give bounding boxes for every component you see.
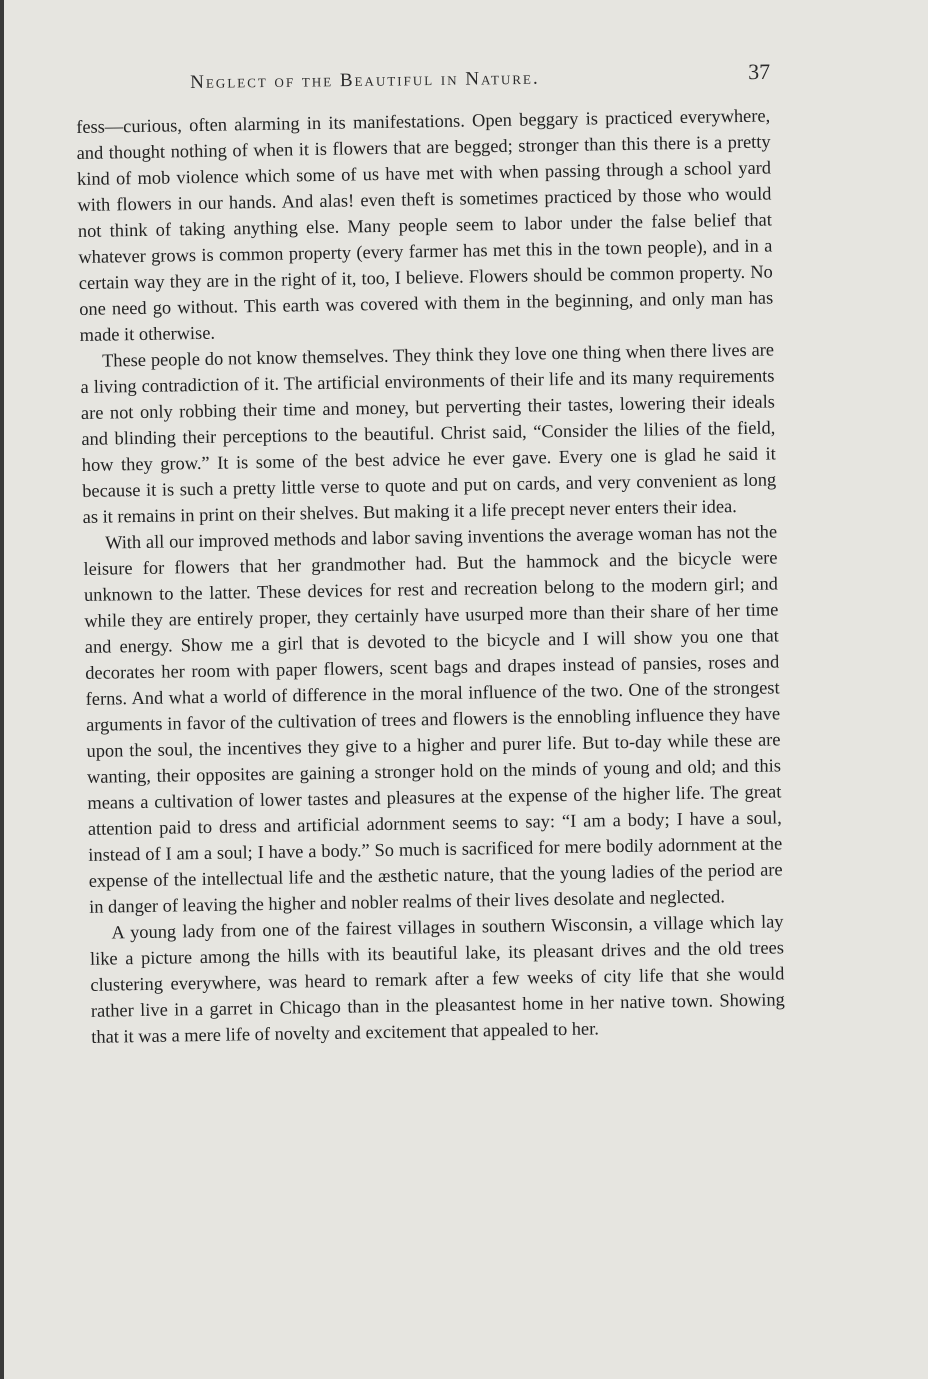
paragraph-3: With all our improved methods and labor saving inventions the average woman has not the leisure for flowers that her grandmother had. But the hammock and the bicycle were unknown to the latter. These devices for rest and recreation belong to the modern girl; and while they are entirely proper, they certainly have usurped more than their share of her time and energy. Show me a girl that is devoted to the bicycle and I will show you one that decorates her room with paper flowers, scent bags and drapes instead of pansies, roses and ferns. And what a world of difference in the moral influence of the two. One of the strongest arguments in favor of the cultivation of trees and flowers is the ennobling influence they have upon the soul, the incentives they give to a higher and purer life. But to-day while these are wanting, their opposites are gaining a stronger hold on the minds of young and old; and this means a cultivation of lower tastes and pleasures at the expense of the higher life. The great attention paid to dress and artificial adornment seems to say: “I am a body; I have a soul, instead of I am a soul; I have a body.” So much is sacrificed for mere bodily adornment at the expense of the intellectual life and the æsthetic nature, that the young ladies of the period are in danger of leaving the higher and nobler realms of their lives desolate and neglected.: [83, 521, 783, 917]
page-header: [190, 59, 770, 100]
paragraph-4: A young lady from one of the fairest villages in southern Wisconsin, a village which lay like a picture among the hills with its beautiful lake, its pleasant drives and the old trees clustering everywhere, was heard to remark after a few weeks of city life that she would rather live in a garret in Chicago than in the pleasantest home in her native town. Showing that it was a mere life of novelty and excitement that appealed to her.: [89, 911, 785, 1047]
paragraph-1: fess—curious, often alarming in its manifestations. Open beggary is practiced everywhere, and thought nothing of when it is flowers that are begged; stronger than this there is a pretty kind of mob violence which some of us have met with when passing through a school yard with flowers in our hands. And alas! even theft is sometimes practiced by those who would not think of taking anything else. Many people seem to labor under the false belief that whatever grows is common property (every farmer has met this in the town people), and in a certain way they are in the right of it, too, I believe. Flowers should be common property. No one need go without. This earth was covered with them in the beginning, and only man has made it otherwise.: [76, 105, 774, 345]
page-binding-edge: [0, 0, 4, 1379]
page-number: 37: [747, 58, 771, 85]
paragraph-2: These people do not know themselves. They think they love one thing when there lives are a living contradiction of it. The artificial environments of their life and its many requirements are not only robbing their time and money, but perverting their tastes, lowering their ideals and blinding their perceptions to the beautiful. Christ said, “Consider the lilies of the field, how they grow.” It is some of the best advice he ever gave. Every one is glad he said it because it is such a pretty little verse to quote and put on cards, and very convenient as long as it remains in print on their shelves. But making it a life precept never enters their idea.: [80, 339, 777, 527]
body-text: [76, 102, 785, 1049]
running-title: Neglect of the Beautiful in Nature.: [190, 67, 540, 93]
